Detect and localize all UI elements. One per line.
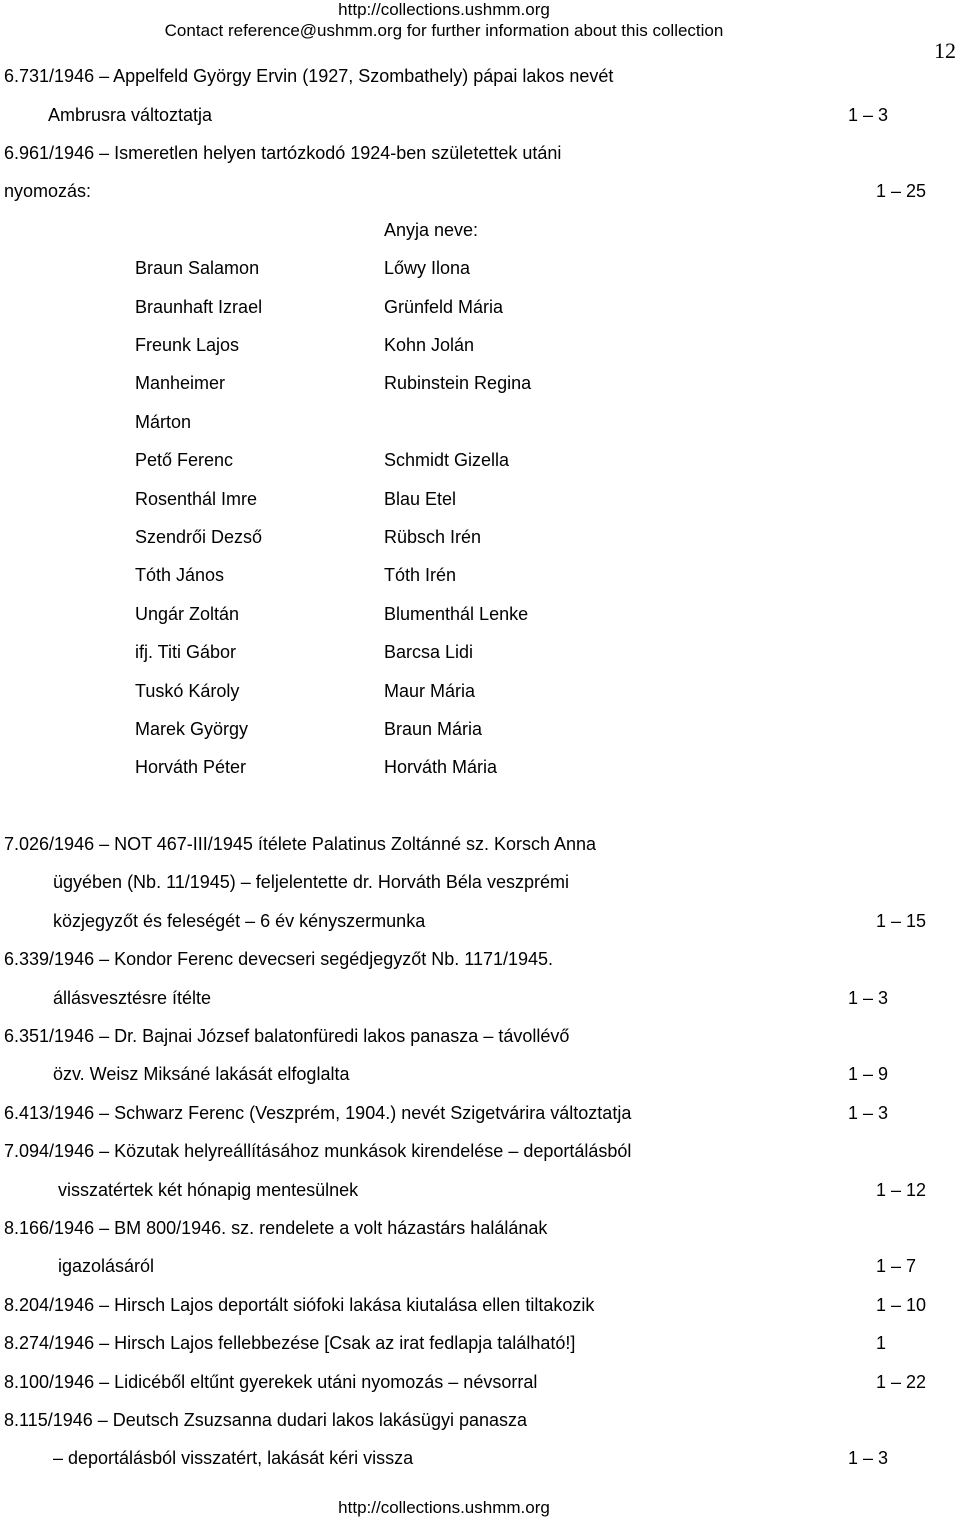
mother-column-header: Anyja neve: bbox=[384, 220, 479, 240]
mother-name: Maur Mária bbox=[384, 681, 476, 701]
entry-line: 8.274/1946 – Hirsch Lajos fellebbezése [Csak az irat fedlapja található!] bbox=[4, 1333, 576, 1353]
mother-name: Barcsa Lidi bbox=[384, 642, 474, 662]
mother-name: Lőwy Ilona bbox=[384, 258, 471, 278]
entry-line: ügyében (Nb. 11/1945) – feljelentette dr. Horváth Béla veszprémi bbox=[53, 872, 569, 892]
mother-name: Blau Etel bbox=[384, 489, 457, 509]
person-name: Szendrői Dezső bbox=[135, 527, 263, 547]
person-name: Tóth János bbox=[135, 565, 225, 585]
header-contact: Contact reference@ushmm.org for further information about this collection bbox=[164, 21, 724, 40]
entry-line: 6.731/1946 – Appelfeld György Ervin (1927, Szombathely) pápai lakos nevét bbox=[4, 66, 614, 86]
entry-reference: 1 bbox=[876, 1333, 887, 1353]
entry-reference: 1 – 7 bbox=[876, 1256, 917, 1276]
person-name: Márton bbox=[135, 412, 192, 432]
entry-reference: 1 – 22 bbox=[876, 1372, 927, 1392]
entry-reference: 1 – 3 bbox=[848, 105, 889, 125]
entry-line: 8.100/1946 – Lidicéből eltűnt gyerekek utáni nyomozás – névsorral bbox=[4, 1372, 538, 1392]
entry-reference: 1 – 15 bbox=[876, 911, 927, 931]
person-name: Braunhaft Izrael bbox=[135, 297, 263, 317]
mother-name: Horváth Mária bbox=[384, 757, 498, 777]
person-name: Manheimer bbox=[135, 373, 226, 393]
mother-name: Braun Mária bbox=[384, 719, 483, 739]
entry-reference: 1 – 10 bbox=[876, 1295, 927, 1315]
entry-line: 8.115/1946 – Deutsch Zsuzsanna dudari lakos lakásügyi panasza bbox=[4, 1410, 528, 1430]
entry-reference: 1 – 3 bbox=[848, 1448, 889, 1468]
person-name: ifj. Titi Gábor bbox=[135, 642, 237, 662]
mother-name: Grünfeld Mária bbox=[384, 297, 504, 317]
mother-name: Schmidt Gizella bbox=[384, 450, 510, 470]
entry-line: 7.026/1946 – NOT 467-III/1945 ítélete Palatinus Zoltánné sz. Korsch Anna bbox=[4, 834, 597, 854]
mother-name: Rubinstein Regina bbox=[384, 373, 532, 393]
person-name: Pető Ferenc bbox=[135, 450, 234, 470]
mother-name: Blumenthál Lenke bbox=[384, 604, 529, 624]
entry-line: – deportálásból visszatért, lakását kéri vissza bbox=[53, 1448, 414, 1468]
person-name: Braun Salamon bbox=[135, 258, 260, 278]
person-name: Rosenthál Imre bbox=[135, 489, 258, 509]
entry-line: nyomozás: bbox=[4, 181, 92, 201]
entry-line: 6.961/1946 – Ismeretlen helyen tartózkodó 1924-ben születettek utáni bbox=[4, 143, 562, 163]
mother-name: Kohn Jolán bbox=[384, 335, 475, 355]
person-name: Ungár Zoltán bbox=[135, 604, 240, 624]
entry-line: 7.094/1946 – Közutak helyreállításához munkások kirendelése – deportálásból bbox=[4, 1141, 632, 1161]
entry-line: igazolásáról bbox=[58, 1256, 155, 1276]
entry-reference: 1 – 25 bbox=[876, 181, 927, 201]
entry-line: özv. Weisz Miksáné lakását elfoglalta bbox=[53, 1064, 350, 1084]
entry-line: visszatértek két hónapig mentesülnek bbox=[58, 1180, 359, 1200]
entry-line: közjegyzőt és feleségét – 6 év kényszermunka bbox=[53, 911, 426, 931]
entry-line: 6.339/1946 – Kondor Ferenc devecseri segédjegyzőt Nb. 1171/1945. bbox=[4, 949, 554, 969]
entry-line: 6.351/1946 – Dr. Bajnai József balatonfüredi lakos panasza – távollévő bbox=[4, 1026, 570, 1046]
entry-line: 6.413/1946 – Schwarz Ferenc (Veszprém, 1904.) nevét Szigetvárira változtatja bbox=[4, 1103, 632, 1123]
entry-reference: 1 – 3 bbox=[848, 1103, 889, 1123]
entry-line: 8.204/1946 – Hirsch Lajos deportált siófoki lakása kiutalása ellen tiltakozik bbox=[4, 1295, 595, 1315]
footer-source-url: http://collections.ushmm.org bbox=[338, 1498, 550, 1517]
page-number: 12 bbox=[934, 38, 956, 63]
entry-reference: 1 – 9 bbox=[848, 1064, 889, 1084]
entry-line: állásvesztésre ítélte bbox=[53, 988, 212, 1008]
entry-line: Ambrusra változtatja bbox=[48, 105, 213, 125]
mother-name: Rübsch Irén bbox=[384, 527, 482, 547]
person-name: Freunk Lajos bbox=[135, 335, 240, 355]
header-source-url: http://collections.ushmm.org bbox=[338, 0, 550, 19]
person-name: Marek György bbox=[135, 719, 249, 739]
person-name: Horváth Péter bbox=[135, 757, 247, 777]
entry-reference: 1 – 3 bbox=[848, 988, 889, 1008]
person-name: Tuskó Károly bbox=[135, 681, 240, 701]
entry-line: 8.166/1946 – BM 800/1946. sz. rendelete a volt házastárs halálának bbox=[4, 1218, 548, 1238]
mother-name: Tóth Irén bbox=[384, 565, 457, 585]
entry-reference: 1 – 12 bbox=[876, 1180, 927, 1200]
